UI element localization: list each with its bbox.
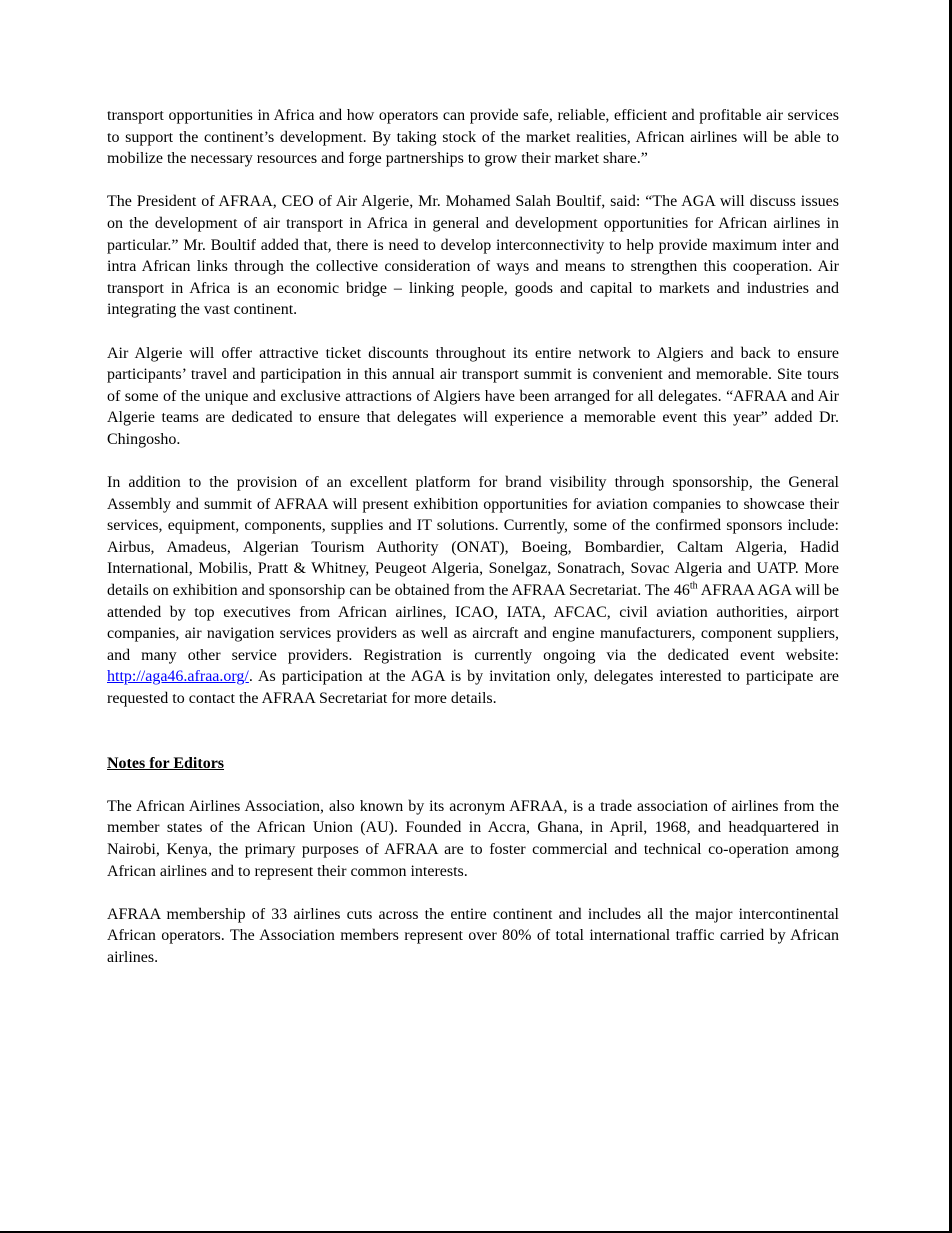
ordinal-superscript: th — [689, 580, 698, 592]
paragraph-air-algerie-discounts: Air Algerie will offer attractive ticket discounts throughout its entire network to Algiers and back to ensure participants’ travel and participation in this annual air transport summit is convenient and memorable. Site tours of some of the unique and exclusive attractions of Algiers have been arranged for all delegates. “AFRAA and Air Algerie teams are dedicated to ensure that delegates will experience a memorable event this year” added Dr. Chingosho. — [107, 344, 839, 448]
sponsorship-text-part2: AFRAA AGA will be attended by top executives from African airlines, ICAO, IATA, AFCAC, civil aviation authorities, airport companies, air navigation services providers as well as aircraft and engine manufacturers, component suppliers, and many other service providers. Registration is currently ongoing via the dedicated event website: — [107, 582, 840, 664]
paragraph-president-quote: The President of AFRAA, CEO of Air Algerie, Mr. Mohamed Salah Boultif, said: “The AGA will discuss issues on the development of air transport in Africa in general and development opportunities for African airlines in particular.” Mr. Boultif added that, there is need to develop interconnectivity to help provide maximum inter and intra African links through the collective consideration of ways and means to strengthen this cooperation. Air transport in Africa is an economic bridge – linking people, goods and capital to markets and industries and integrating the vast continent. — [107, 193, 839, 319]
paragraph-afraa-membership: AFRAA membership of 33 airlines cuts across the entire continent and includes all the major intercontinental African operators. The Association members represent over 80% of total international traffic carried by African airlines. — [107, 905, 839, 966]
event-website-link[interactable]: http://aga46.afraa.org/ — [107, 668, 249, 686]
notes-heading-block — [107, 753, 839, 775]
document-body — [107, 105, 839, 969]
paragraph-afraa-about: The African Airlines Association, also known by its acronym AFRAA, is a trade association of airlines from the member states of the African Union (AU). Founded in Accra, Ghana, in April, 1968, and headquartered in Nairobi, Kenya, the primary purposes of AFRAA are to foster commercial and technical co-operation among African airlines and to represent their common interests. — [107, 797, 839, 880]
sponsorship-text-part1: In addition to the provision of an excellent platform for brand visibility through sponsorship, the General Assembly and summit of AFRAA will present exhibition opportunities for aviation companies to showcase their services, equipment, components, supplies and IT solutions. Currently, some of the confirmed sponsors include: Airbus, Amadeus, Algerian Tourism Authority (ONAT), Boeing, Bombardier, Caltam Algeria, Hadid International, Mobilis, Pratt & Whitney, Peugeot Algeria, Sonelgaz, Sonatrach, Sovac Algeria and UATP. More details on exhibition and sponsorship can be obtained from the AFRAA Secretariat. The 46 — [107, 474, 839, 600]
paragraph-transport-opportunities: transport opportunities in Africa and how operators can provide safe, reliable, efficient and profitable air services to support the continent’s development. By taking stock of the market realities, African airlines will be able to mobilize the necessary resources and forge partnerships to grow their market share.” — [107, 107, 839, 168]
paragraph-sponsorship — [107, 472, 839, 710]
sponsorship-text-part3: . As participation at the AGA is by invitation only, delegates interested to participate are requested to contact the AFRAA Secretariat for more details. — [107, 668, 839, 708]
notes-for-editors-heading: Notes for Editors — [107, 754, 225, 772]
